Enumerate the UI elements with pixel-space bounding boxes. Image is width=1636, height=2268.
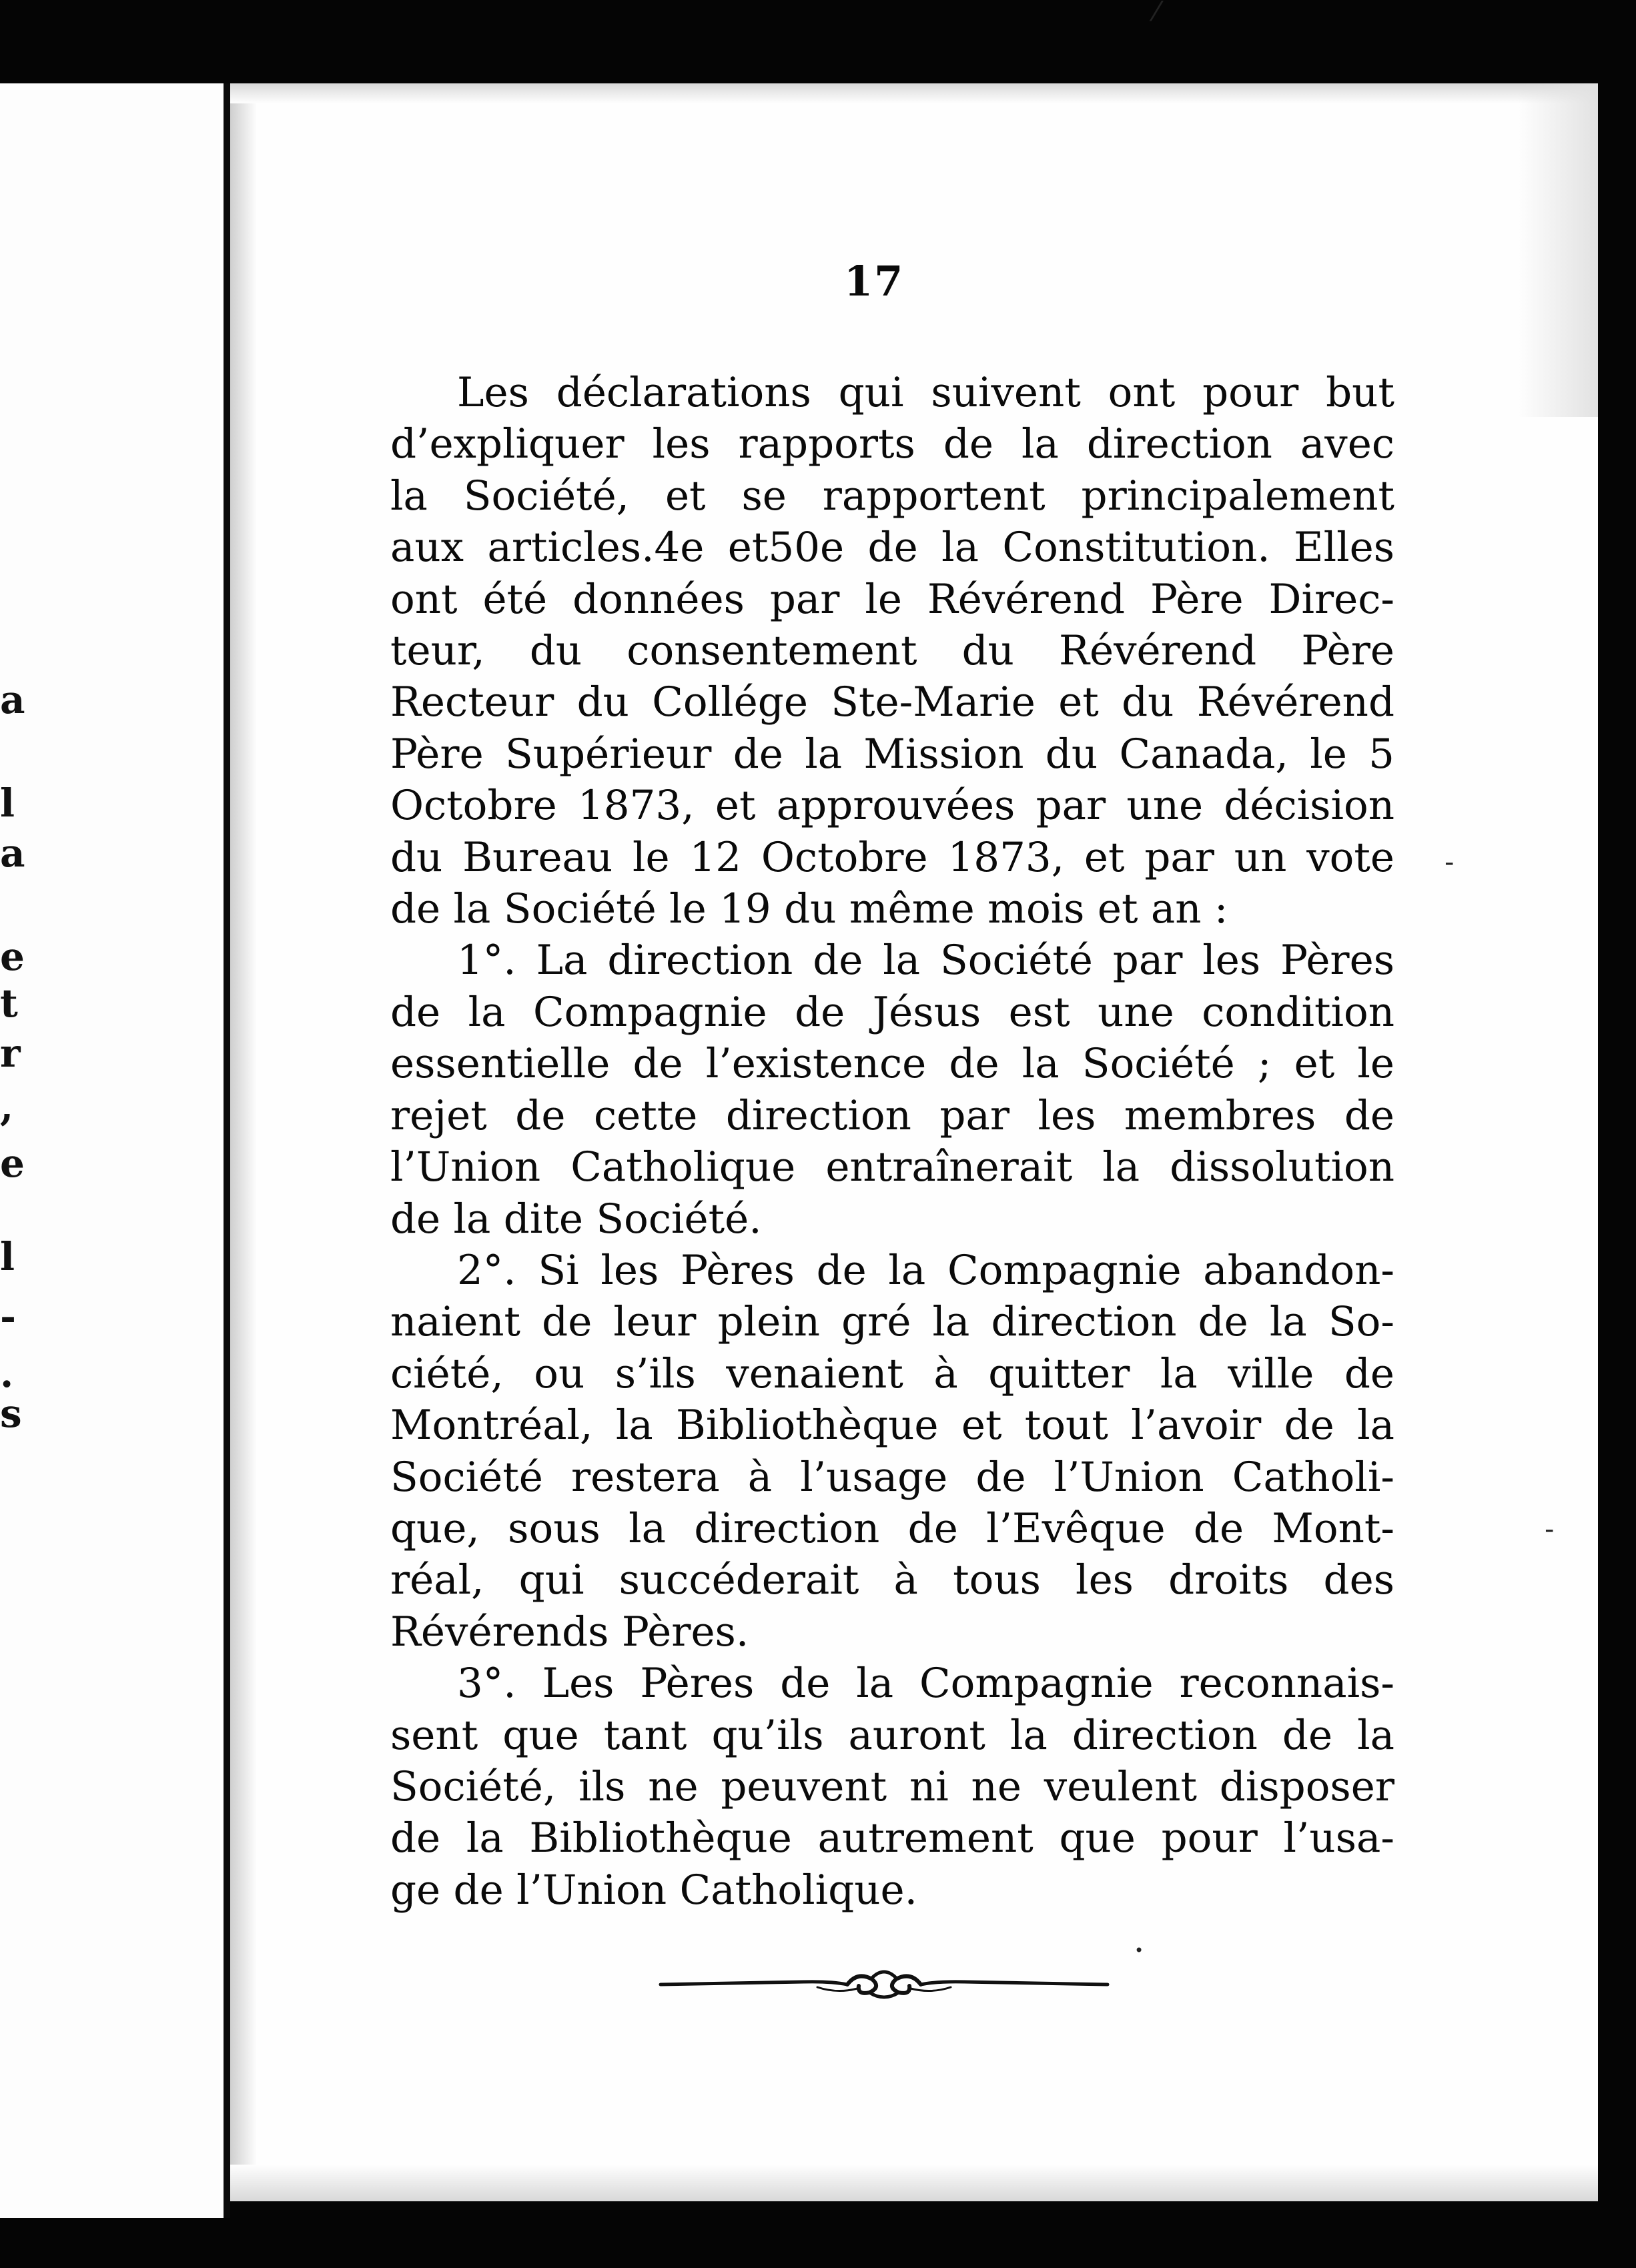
- text-line: Les déclarations qui suivent ont pour but: [457, 369, 1394, 416]
- edge-char: s: [0, 1391, 22, 1436]
- text-line: de la Société le 19 du même mois et an :: [390, 885, 1228, 933]
- scan-speck: •: [1134, 1941, 1144, 1960]
- scan-speck: ⁄: [1154, 0, 1159, 27]
- text-line: Société, ils ne peuvent ni ne veulent disposer: [390, 1762, 1394, 1810]
- text-line: 3°. Les Pères de la Compagnie reconnais-: [457, 1660, 1394, 1708]
- text-line: 1°. La direction de la Société par les Pères: [457, 937, 1394, 985]
- edge-char: -: [0, 1294, 17, 1339]
- text-line: naient de leur plein gré la direction de la So-: [390, 1298, 1394, 1346]
- text-line: Octobre 1873, et approuvées par une décision: [390, 782, 1394, 830]
- body-text: [390, 367, 1394, 1916]
- edge-char: l: [0, 1234, 15, 1279]
- edge-char: a: [0, 677, 25, 722]
- text-line: sent que tant qu’ils auront la direction de la: [390, 1711, 1394, 1759]
- text-line: de la Compagnie de Jésus est une condition: [390, 988, 1394, 1036]
- edge-char: a: [0, 830, 25, 876]
- gutter-shadow: [230, 83, 257, 2201]
- decorative-flourish: [657, 1958, 1111, 2011]
- text-line: ge de l’Union Catholique.: [390, 1866, 917, 1914]
- edge-char: t: [0, 981, 18, 1026]
- scan-speck: -: [1445, 847, 1455, 878]
- bottom-shadow: [230, 2165, 1598, 2201]
- text-line: l’Union Catholique entraînerait la dissolution: [390, 1143, 1394, 1191]
- edge-char: e: [0, 1141, 25, 1186]
- text-line: que, sous la direction de l’Evêque de Mont-: [390, 1504, 1394, 1552]
- text-line: Recteur du Collége Ste-Marie et du Révérend: [390, 678, 1394, 726]
- text-line: la Société, et se rapportent principalement: [390, 472, 1394, 520]
- text-line: du Bureau le 12 Octobre 1873, et par un vote: [390, 833, 1394, 881]
- text-line: aux articles.4e et50e de la Constitution. Elles: [390, 524, 1394, 572]
- scan-speck: -: [1545, 1514, 1555, 1545]
- text-line: Père Supérieur de la Mission du Canada, le 5: [390, 730, 1394, 778]
- text-line: teur, du consentement du Révérend Père: [390, 627, 1394, 675]
- text-line: d’expliquer les rapports de la direction avec: [390, 420, 1394, 468]
- edge-char: r: [0, 1031, 21, 1076]
- page-number: 17: [844, 257, 905, 306]
- text-line: réal, qui succéderait à tous les droits des: [390, 1556, 1394, 1604]
- top-shadow: [230, 83, 1598, 103]
- text-line: rejet de cette direction par les membres de: [390, 1091, 1394, 1139]
- edge-char: .: [0, 1351, 14, 1396]
- text-line: ciété, ou s’ils venaient à quitter la ville de: [390, 1349, 1394, 1397]
- text-line: de la dite Société.: [390, 1195, 762, 1243]
- edge-char: e: [0, 934, 25, 979]
- text-line: essentielle de l’existence de la Société ; et le: [390, 1040, 1394, 1088]
- facing-page-edge: [0, 83, 230, 2218]
- text-line: Montréal, la Bibliothèque et tout l’avoir de la: [390, 1401, 1394, 1450]
- edge-char: l: [0, 780, 15, 826]
- text-line: Société restera à l’usage de l’Union Catholi-: [390, 1453, 1394, 1501]
- edge-char: ,: [0, 1084, 14, 1129]
- text-line: de la Bibliothèque autrement que pour l’usa-: [390, 1814, 1394, 1862]
- text-line: Révérends Pères.: [390, 1608, 749, 1656]
- text-line: ont été données par le Révérend Père Direc-: [390, 575, 1394, 623]
- right-shadow: [1518, 83, 1598, 417]
- text-line: 2°. Si les Pères de la Compagnie abandon-: [457, 1246, 1394, 1294]
